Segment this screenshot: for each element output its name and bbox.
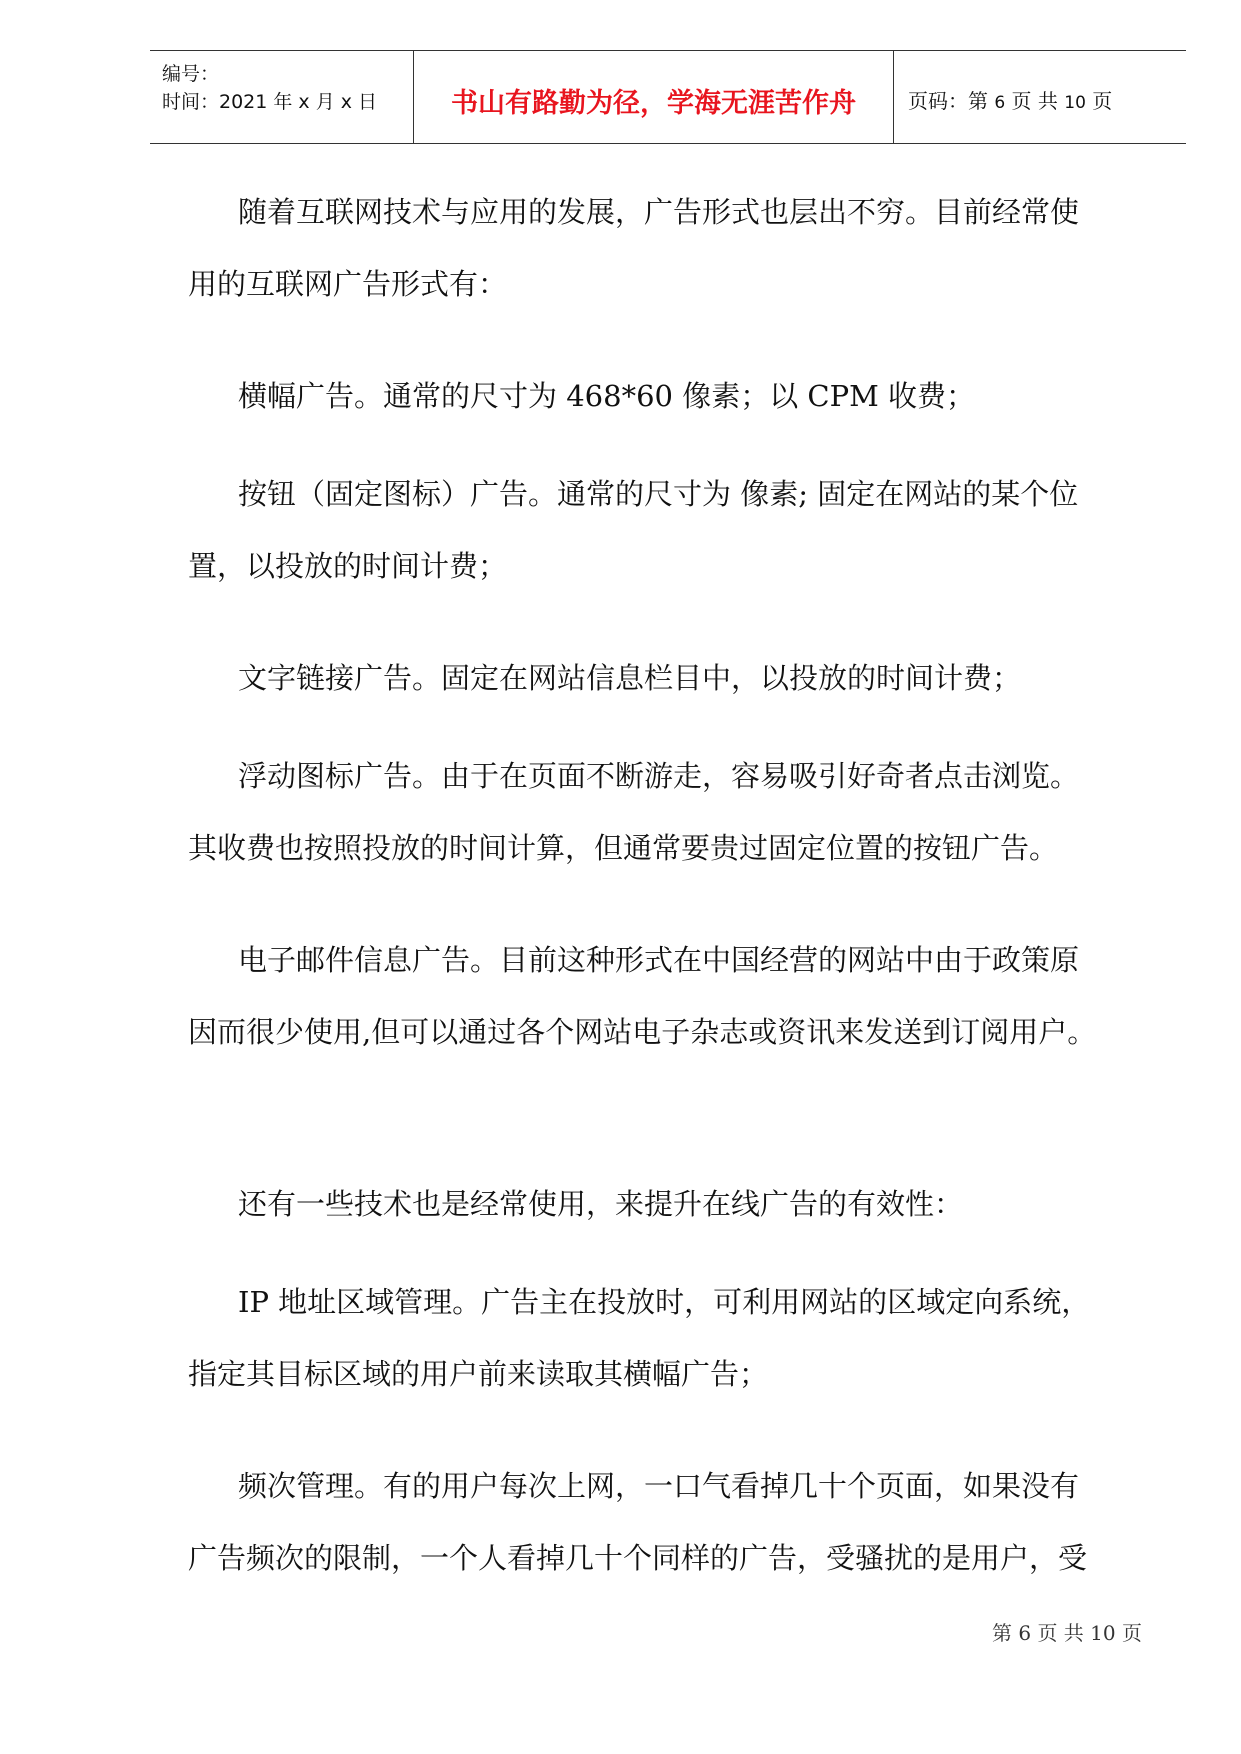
paragraph-techniques-intro: 还有一些技术也是经常使用，来提升在线广告的有效性： <box>238 1187 964 1221</box>
page-header <box>150 50 1186 144</box>
header-page-cell <box>894 51 1186 143</box>
paragraph-ip-management: IP 地址区域管理。广告主在投放时，可利用网站的区域定向系统， 指定其目标区域的用户前来读取其横幅广告； <box>188 1285 1091 1391</box>
document-number-label: 编号： <box>162 63 220 85</box>
paragraph-text-link-ad: 文字链接广告。固定在网站信息栏目中，以投放的时间计费； <box>238 661 1022 695</box>
paragraph-intro: 随着互联网技术与应用的发展，广告形式也层出不穷。目前经常使 用的互联网广告形式有： <box>188 195 1080 301</box>
header-page-info: 页码：第 6 页 共 10 页 <box>908 89 1113 113</box>
page-footer: 第 6 页 共 10 页 <box>992 1621 1142 1645</box>
header-motto-cell <box>414 51 894 143</box>
paragraph-floating-icon-ad: 浮动图标广告。由于在页面不断游走，容易吸引好奇者点击浏览。 其收费也按照投放的时间计算，但通常要贵过固定位置的按钮广告。 <box>188 759 1080 865</box>
paragraph-banner-ad: 横幅广告。通常的尺寸为 468*60 像素；以 CPM 收费； <box>238 379 976 413</box>
header-meta-cell <box>150 51 414 143</box>
header-motto: 书山有路勤为径，学海无涯苦作舟 <box>451 88 856 119</box>
header-page-total: 10 <box>1064 93 1086 113</box>
header-page-current: 6 <box>994 93 1006 113</box>
paragraph-button-ad: 按钮（固定图标）广告。通常的尺寸为 像素; 固定在网站的某个位 置，以投放的时间计费； <box>188 477 1079 583</box>
document-time-label: 时间：2021 年 x 月 x 日 <box>162 91 378 113</box>
paragraph-frequency-management: 频次管理。有的用户每次上网，一口气看掉几十个页面，如果没有 广告频次的限制，一个人看掉几十个同样的广告，受骚扰的是用户，受 <box>188 1469 1088 1575</box>
paragraph-email-ad: 电子邮件信息广告。目前这种形式在中国经营的网站中由于政策原 因而很少使用,但可以通过各个网站电子杂志或资讯来发送到订阅用户。 <box>188 943 1097 1049</box>
